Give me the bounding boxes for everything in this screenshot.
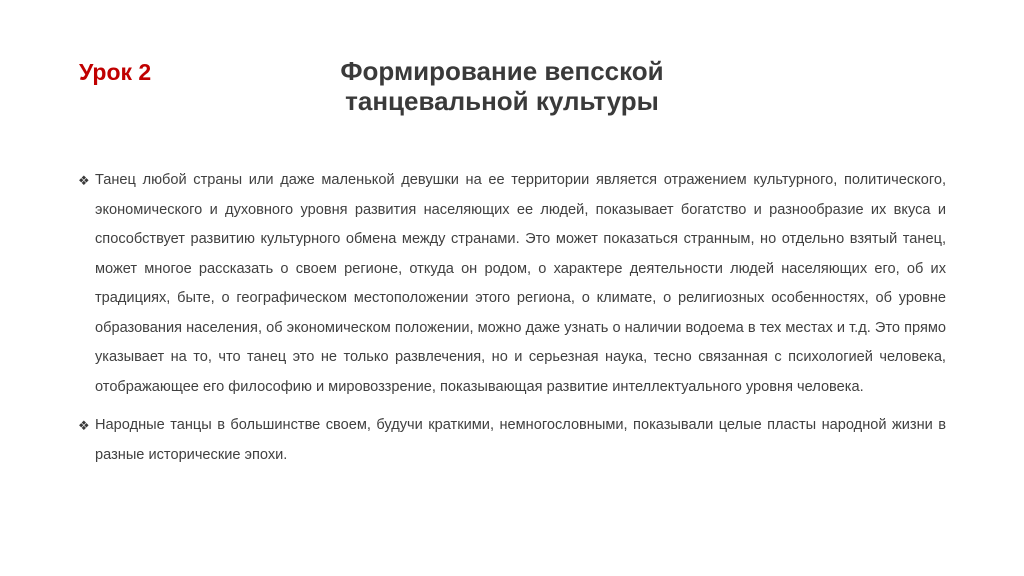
lesson-label: Урок 2 [79, 59, 152, 85]
slide-title [300, 56, 704, 116]
bullet-item-1 [78, 166, 946, 402]
diamond-bullet-icon: ❖ [78, 173, 90, 188]
diamond-bullet-icon: ❖ [78, 418, 90, 433]
bullet-text-2: Народные танцы в большинстве своем, будучи краткими, немногословными, показывали целые пласты народной жизни в разные исторические эпохи. [95, 417, 946, 463]
bullet-text-1: Танец любой страны или даже маленькой девушки на ее территории является отражением культурного, политического, экономического и духовного уровня развития населяющих ее людей, показывает богатство и разнообразие их вкуса и способствует развитию культурного обмена между странами. Это может показаться странным, но отдельно взятый танец, может многое рассказать о своем регионе, откуда он родом, о характере деятельности людей населяющих его, об их традициях, быте, о географическом местоположении этого региона, о климате, о религиозных особенностях, об уровне образования населения, об экономическом положении, можно даже узнать о наличии водоема в тех местах и т.д. Это прямо указывает на то, что танец это не только развлечения, но и серьезная наука, тесно связанная с психологией человека, отображающее его философию и мировоззрение, показывающая развитие интеллектуального уровня человека. [95, 172, 946, 395]
bullet-list [78, 166, 946, 479]
slide-title-line-2: танцевальной культуры [345, 86, 659, 116]
slide-title-line-1: Формирование вепсской [340, 56, 664, 86]
bullet-item-2 [78, 411, 946, 470]
